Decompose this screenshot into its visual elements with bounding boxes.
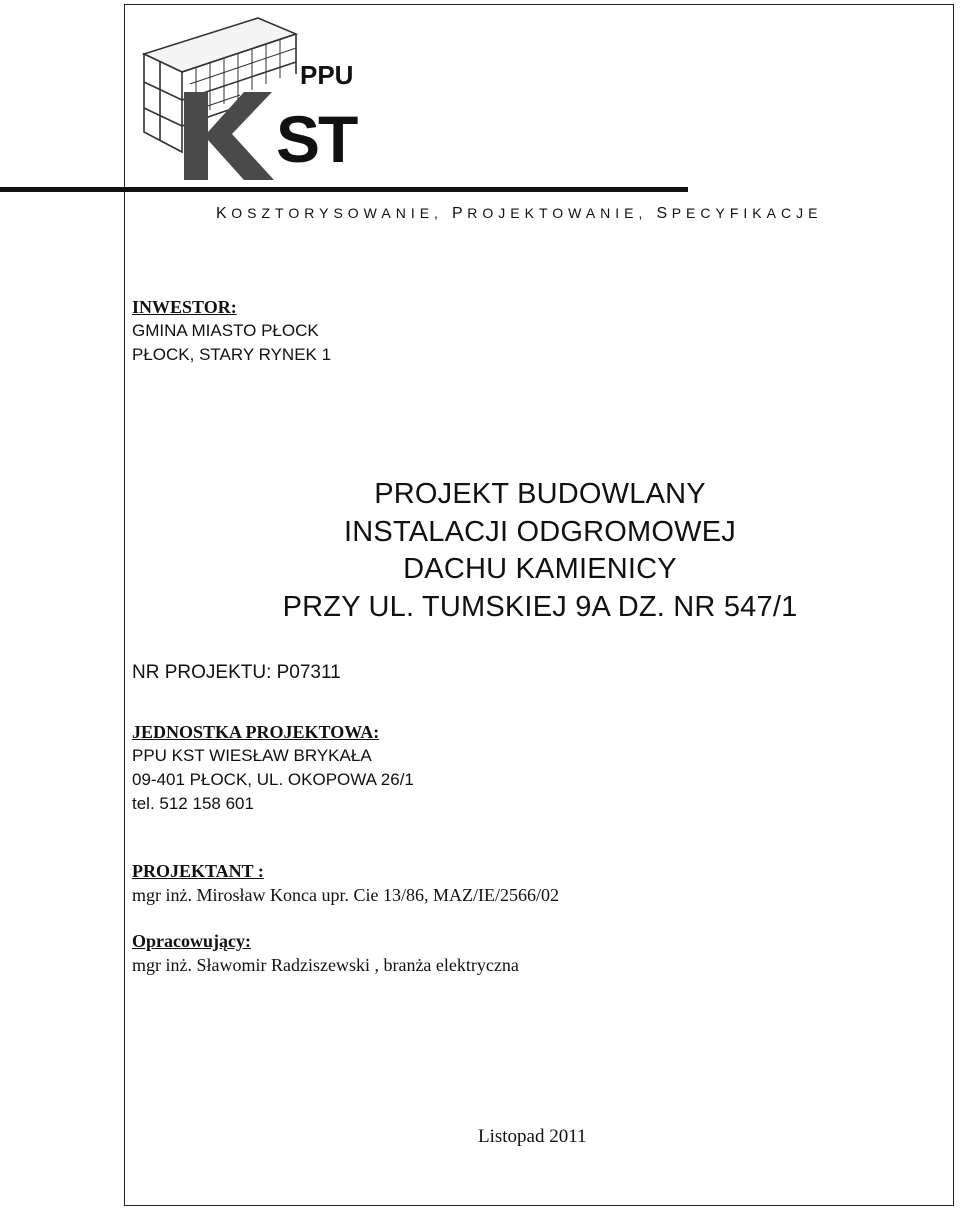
designer-label: PROJEKTANT : [132, 861, 264, 881]
logo-name-text [276, 104, 356, 174]
logo-prefix-text: PPU [300, 60, 354, 90]
title-line-1: PROJEKT BUDOWLANY [374, 478, 706, 510]
logo-name-tail: ST [276, 102, 357, 176]
project-number: NR PROJEKTU: P07311 [132, 662, 341, 683]
prepared-by-details: mgr inż. Sławomir Radziszewski , branża elektryczna [132, 955, 519, 975]
prepared-by-section [132, 930, 519, 977]
title-line-2: INSTALACJI ODGROMOWEJ [344, 515, 736, 548]
investor-label: INWESTOR: [132, 297, 237, 317]
design-unit-phone: tel. 512 158 601 [132, 794, 254, 813]
investor-section [132, 296, 331, 367]
investor-name: GMINA MIASTO PŁOCK [132, 321, 319, 340]
prepared-by-label: Opracowujący: [132, 931, 251, 951]
designer-details: mgr inż. Mirosław Konca upr. Cie 13/86, MAZ/IE/2566/02 [132, 885, 559, 905]
tagline-word-3: SPECYFIKACJE [656, 205, 823, 222]
tagline-word-1: KOSZTORYSOWANIE, [216, 205, 443, 222]
title-line-3: DACHU KAMIENICY [403, 553, 677, 585]
project-title [200, 476, 880, 626]
header-rule [0, 187, 688, 192]
investor-address: PŁOCK, STARY RYNEK 1 [132, 345, 332, 364]
tagline-word-2: PROJEKTOWANIE, [451, 205, 648, 222]
designer-section [132, 860, 559, 907]
company-tagline [216, 205, 822, 223]
design-unit-section [132, 721, 414, 816]
design-unit-label: JEDNOSTKA PROJEKTOWA: [132, 722, 380, 742]
document-date: Listopad 2011 [478, 1126, 587, 1147]
design-unit-name: PPU KST WIESŁAW BRYKAŁA [132, 746, 372, 765]
design-unit-address: 09-401 PŁOCK, UL. OKOPOWA 26/1 [132, 770, 414, 789]
title-line-4: PRZY UL. TUMSKIEJ 9A DZ. NR 547/1 [282, 590, 798, 623]
k-letter-icon [184, 92, 274, 180]
